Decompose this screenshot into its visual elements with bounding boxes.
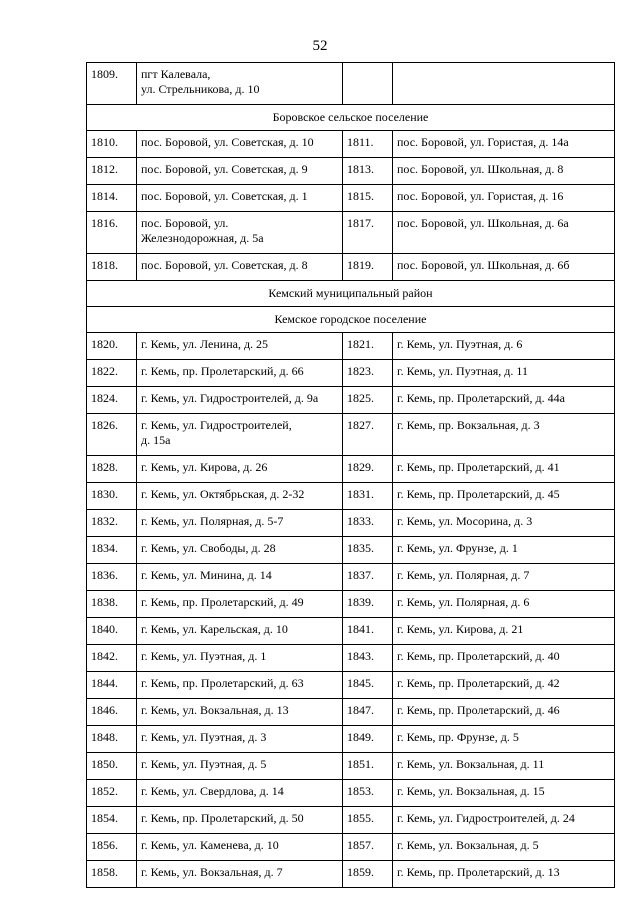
- table-row: [87, 212, 615, 254]
- entry-number: 1838.: [87, 591, 137, 618]
- table-row: [87, 483, 615, 510]
- entry-number: [343, 63, 393, 105]
- entry-address: г. Кемь, ул. Гидростроителей, д. 9а: [137, 387, 343, 414]
- entry-number: 1815.: [343, 185, 393, 212]
- entry-address: г. Кемь, ул. Пуэтная, д. 11: [393, 360, 615, 387]
- entry-address: пос. Боровой, ул. Советская, д. 8: [137, 254, 343, 281]
- table-row: [87, 591, 615, 618]
- entry-address: г. Кемь, ул. Фрунзе, д. 1: [393, 537, 615, 564]
- entry-number: 1828.: [87, 456, 137, 483]
- page-number: 52: [312, 38, 328, 54]
- entry-number: 1830.: [87, 483, 137, 510]
- entry-number: 1812.: [87, 158, 137, 185]
- table-row: [87, 564, 615, 591]
- entry-number: 1848.: [87, 726, 137, 753]
- entry-number: 1821.: [343, 333, 393, 360]
- entry-address: г. Кемь, ул. Кирова, д. 21: [393, 618, 615, 645]
- entry-address: пгт Калевала, ул. Стрельникова, д. 10: [137, 63, 343, 105]
- entry-number: 1851.: [343, 753, 393, 780]
- entry-number: 1818.: [87, 254, 137, 281]
- entry-number: 1825.: [343, 387, 393, 414]
- entry-address: г. Кемь, ул. Полярная, д. 6: [393, 591, 615, 618]
- table-row: [87, 672, 615, 699]
- entry-number: 1816.: [87, 212, 137, 254]
- section-header-row: [87, 307, 615, 333]
- entry-number: 1850.: [87, 753, 137, 780]
- entry-number: 1824.: [87, 387, 137, 414]
- entry-address: г. Кемь, пр. Пролетарский, д. 13: [393, 861, 615, 888]
- entry-number: 1839.: [343, 591, 393, 618]
- entry-number: 1844.: [87, 672, 137, 699]
- entry-address: [393, 63, 615, 105]
- entry-number: 1843.: [343, 645, 393, 672]
- entry-number: 1835.: [343, 537, 393, 564]
- entry-number: 1847.: [343, 699, 393, 726]
- entry-number: 1809.: [87, 63, 137, 105]
- entry-address: г. Кемь, ул. Гидростроителей, д. 15а: [137, 414, 343, 456]
- address-table: [86, 62, 615, 888]
- entry-number: 1854.: [87, 807, 137, 834]
- table-row: [87, 834, 615, 861]
- entry-address: г. Кемь, пр. Пролетарский, д. 41: [393, 456, 615, 483]
- table-row: [87, 699, 615, 726]
- entry-number: 1858.: [87, 861, 137, 888]
- entry-number: 1836.: [87, 564, 137, 591]
- table-row: [87, 537, 615, 564]
- section-title: Кемское городское поселение: [87, 307, 615, 333]
- entry-number: 1827.: [343, 414, 393, 456]
- entry-address: г. Кемь, ул. Полярная, д. 5-7: [137, 510, 343, 537]
- entry-address: г. Кемь, ул. Вокзальная, д. 11: [393, 753, 615, 780]
- entry-number: 1832.: [87, 510, 137, 537]
- entry-number: 1857.: [343, 834, 393, 861]
- entry-address: пос. Боровой, ул. Советская, д. 10: [137, 131, 343, 158]
- entry-address: пос. Боровой, ул. Гористая, д. 16: [393, 185, 615, 212]
- entry-address: г. Кемь, ул. Октябрьская, д. 2-32: [137, 483, 343, 510]
- entry-address: г. Кемь, пр. Пролетарский, д. 45: [393, 483, 615, 510]
- entry-address: г. Кемь, пр. Пролетарский, д. 46: [393, 699, 615, 726]
- table-row: [87, 510, 615, 537]
- entry-address: г. Кемь, ул. Вокзальная, д. 7: [137, 861, 343, 888]
- entry-address: г. Кемь, пр. Пролетарский, д. 50: [137, 807, 343, 834]
- entry-address: пос. Боровой, ул. Школьная, д. 6б: [393, 254, 615, 281]
- entry-address: г. Кемь, ул. Пуэтная, д. 5: [137, 753, 343, 780]
- table-row: [87, 131, 615, 158]
- entry-number: 1834.: [87, 537, 137, 564]
- entry-address: г. Кемь, ул. Карельская, д. 10: [137, 618, 343, 645]
- entry-address: г. Кемь, ул. Полярная, д. 7: [393, 564, 615, 591]
- entry-address: г. Кемь, пр. Пролетарский, д. 44а: [393, 387, 615, 414]
- entry-address: г. Кемь, ул. Пуэтная, д. 6: [393, 333, 615, 360]
- entry-number: 1856.: [87, 834, 137, 861]
- entry-address: г. Кемь, пр. Пролетарский, д. 42: [393, 672, 615, 699]
- entry-address: г. Кемь, ул. Пуэтная, д. 1: [137, 645, 343, 672]
- entry-number: 1852.: [87, 780, 137, 807]
- entry-address: пос. Боровой, ул. Советская, д. 9: [137, 158, 343, 185]
- entry-number: 1810.: [87, 131, 137, 158]
- table-row: [87, 333, 615, 360]
- table-row: [87, 254, 615, 281]
- entry-address: г. Кемь, пр. Пролетарский, д. 66: [137, 360, 343, 387]
- entry-number: 1841.: [343, 618, 393, 645]
- entry-number: 1845.: [343, 672, 393, 699]
- section-header-row: [87, 105, 615, 131]
- entry-address: г. Кемь, ул. Вокзальная, д. 5: [393, 834, 615, 861]
- entry-address: г. Кемь, пр. Пролетарский, д. 49: [137, 591, 343, 618]
- table-row: [87, 414, 615, 456]
- section-title: Кемский муниципальный район: [87, 281, 615, 307]
- entry-address: г. Кемь, пр. Пролетарский, д. 40: [393, 645, 615, 672]
- entry-number: 1833.: [343, 510, 393, 537]
- entry-number: 1849.: [343, 726, 393, 753]
- entry-address: г. Кемь, ул. Мосорина, д. 3: [393, 510, 615, 537]
- entry-address: г. Кемь, ул. Минина, д. 14: [137, 564, 343, 591]
- entry-number: 1822.: [87, 360, 137, 387]
- entry-number: 1842.: [87, 645, 137, 672]
- table-row: [87, 360, 615, 387]
- entry-address: г. Кемь, ул. Свердлова, д. 14: [137, 780, 343, 807]
- entry-number: 1846.: [87, 699, 137, 726]
- entry-address: г. Кемь, ул. Ленина, д. 25: [137, 333, 343, 360]
- entry-number: 1819.: [343, 254, 393, 281]
- entry-number: 1859.: [343, 861, 393, 888]
- entry-number: 1829.: [343, 456, 393, 483]
- section-header-row: [87, 281, 615, 307]
- entry-number: 1814.: [87, 185, 137, 212]
- entry-number: 1853.: [343, 780, 393, 807]
- table-row: [87, 63, 615, 105]
- entry-address: г. Кемь, ул. Пуэтная, д. 3: [137, 726, 343, 753]
- entry-number: 1831.: [343, 483, 393, 510]
- entry-number: 1817.: [343, 212, 393, 254]
- entry-address: г. Кемь, ул. Свободы, д. 28: [137, 537, 343, 564]
- table-row: [87, 726, 615, 753]
- entry-address: пос. Боровой, ул. Школьная, д. 8: [393, 158, 615, 185]
- entry-number: 1811.: [343, 131, 393, 158]
- table-row: [87, 456, 615, 483]
- section-title: Боровское сельское поселение: [87, 105, 615, 131]
- table-row: [87, 753, 615, 780]
- entry-address: пос. Боровой, ул. Гористая, д. 14а: [393, 131, 615, 158]
- entry-number: 1855.: [343, 807, 393, 834]
- entry-address: г. Кемь, пр. Вокзальная, д. 3: [393, 414, 615, 456]
- table-row: [87, 387, 615, 414]
- table-row: [87, 158, 615, 185]
- table-row: [87, 780, 615, 807]
- entry-address: пос. Боровой, ул. Школьная, д. 6а: [393, 212, 615, 254]
- entry-address: г. Кемь, ул. Гидростроителей, д. 24: [393, 807, 615, 834]
- entry-address: пос. Боровой, ул. Советская, д. 1: [137, 185, 343, 212]
- entry-address: г. Кемь, пр. Фрунзе, д. 5: [393, 726, 615, 753]
- entry-address: г. Кемь, ул. Каменева, д. 10: [137, 834, 343, 861]
- entry-number: 1837.: [343, 564, 393, 591]
- entry-address: г. Кемь, ул. Кирова, д. 26: [137, 456, 343, 483]
- table-row: [87, 807, 615, 834]
- table-row: [87, 645, 615, 672]
- entry-number: 1813.: [343, 158, 393, 185]
- entry-number: 1826.: [87, 414, 137, 456]
- entry-number: 1840.: [87, 618, 137, 645]
- entry-number: 1820.: [87, 333, 137, 360]
- table-row: [87, 618, 615, 645]
- entry-address: г. Кемь, пр. Пролетарский, д. 63: [137, 672, 343, 699]
- entry-address: г. Кемь, ул. Вокзальная, д. 13: [137, 699, 343, 726]
- table-row: [87, 185, 615, 212]
- entry-number: 1823.: [343, 360, 393, 387]
- table-row: [87, 861, 615, 888]
- entry-address: пос. Боровой, ул. Железнодорожная, д. 5а: [137, 212, 343, 254]
- entry-address: г. Кемь, ул. Вокзальная, д. 15: [393, 780, 615, 807]
